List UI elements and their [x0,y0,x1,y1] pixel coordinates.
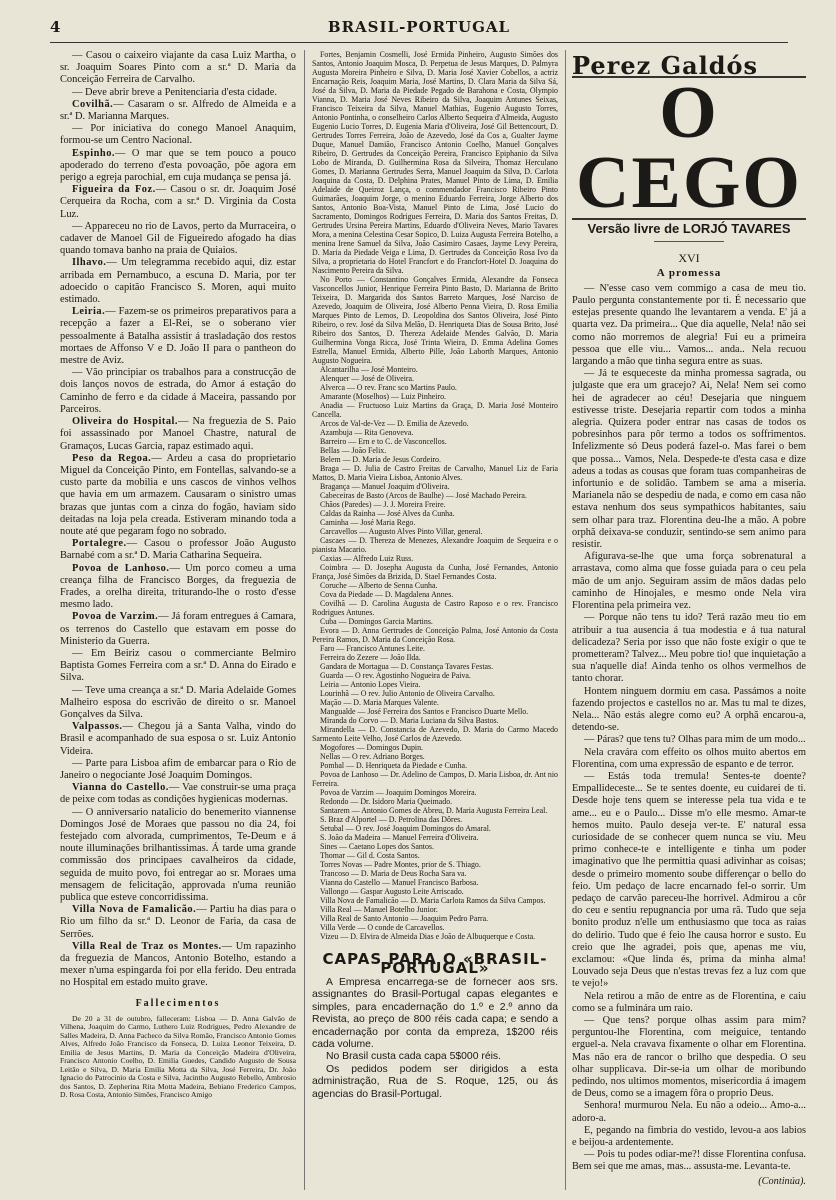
page-number: 4 [50,18,61,36]
obituary-list-item: Bellas — João Felix. [320,446,387,455]
ad-paragraph: A Empresa encarrega-se de fornecer aos srs. assignantes do Brasil-Portugal capas elegantes e simples, para encadernação do 1.º e 2.º anno da Revista, ao preço de 800 réis cada capa; e sendo a encadernação por conta da empreza, 1$200 réis cada volume. [312,977,558,1051]
news-paragraph [60,904,296,941]
news-text: — O mar que se tem pouco a pouco apoderado do terreno d'esta povoação, põe agora em perigo a egreja parochial, em cuja mudança se pensa já. [60,147,296,184]
news-paragraph [60,721,296,758]
news-paragraph: — Casou o caixeiro viajante da casa Luiz Martha, o sr. Joaquim Soares Pinto com a sr.ª D. Maria da Conceição Ferreira de Carvalho. [60,50,296,86]
serial-paragraph: Hontem ninguem dormiu em casa. Passámos a noite fazendo projectos e castellos no ar. Mas tu mal te dizes, Nela... Não estás alegre como eu? A orphã encarou-a, detendo-se. [572,685,806,734]
obituary-list-item: Cuba — Domingos Garcia Martins. [320,617,433,626]
serial-paragraph: E, pegando na fimbria do vestido, levou-a aos labios e beijou-a ardentemente. [572,1124,806,1149]
town-title: Peso da Regoa. [72,452,152,464]
obituary-list-item: Mogofores — Domingos Dupin. [320,743,424,752]
serial-paragraph: Senhora! murmurou Nela. Eu não a odeio... Amo-a... adoro-a. [572,1100,806,1124]
obituary-list-item: Braga — D. Julia de Castro Freitas de Carvalho, Manuel Liz de Faria Mattos, D. Maria Vieira Lisboa, Antonio Alves. [312,464,558,482]
serial-paragraph: — Pois tu podes odiar-me?! disse Florentina confusa. Bem sei que me amas, mas... assusta-me. Levanta-te. [572,1149,806,1173]
serial-title: O CEGO [572,76,806,220]
obituary-list-item: Faro — Francisco Antunes Leite. [320,644,425,653]
obituary-list-item: Chãos (Paredes) — J. J. Moreira Freire. [320,500,446,509]
obituary-list-item: Nellas — O rev. Adriano Borges. [320,752,425,761]
news-paragraph: — Em Beiriz casou o commerciante Belmiro Baptista Gomes Ferreira com a sr.ª D. Anna do Eirado e Silva. [60,647,296,684]
serial-paragraph: — Já te esqueceste da minha promessa sagrada, ou julgaste que era um gracejo? Ai, Nela! Nem sei como hei de agradecer ao céu! Desejaria que ninguem estivesse triste. Desejaria repartir com todos a minha alegria. Quizera poder entrar nas casas de todos os pobresinhos para pôr termo a todos os soffrimentos. Infelizmente só Deus poderá fazel-o. Mas farei o bem que possa... Vamos, Nela. Despede-te d'esta casa e dize adeus a todas as cousas que foram tuas companheiras de infortunio e de solidão. Tambem se ama a miseria. Marianela não se despediu de nada, e como em casa não estava nenhum dos seus sympathicos habitantes, saiu sem olhar para traz. Florentina deu-lhe a mão. A pobre orphã deixava-se conduzir, sentindo-se sem animo para resistir. [572,368,806,551]
news-text: — Um telegramma recebido aqui, diz estar arribada em Pernambuco, a escuna D. Maria, por ter adoecido o capitão Francisco S. Moren, aqui muito estimado. [60,257,296,306]
obituary-list-item: Guarda — O rev. Agostinho Nogueira de Paiva. [320,671,471,680]
serial-author: Perez Galdós [572,51,759,80]
obituary-list-item: Mirandella — D. Constancia de Azevedo, D. Maria do Carmo Macedo Sarmento Leite Velho, José Carlos de Azevedo. [312,725,558,743]
obituary-list-item: Covilhã — D. Carolina Augusta de Castro Raposo e o rev. Francisco Rodrigues Antunes. [312,599,558,617]
serial-paragraph: — Estás toda tremula! Sentes-te doente? Empallideceste... Se te sentes doente, eu cuidarei de ti. Desde hoje tens quem se interesse pela tua vida e te ame... eu e o Paulo... Disse m'o elle mesmo. Amar-te hemos muito. Paulo deseja ver-te. E' natural essa curiosidade de se conhecer quem nunca se viu. Meu primo conhece-te e intelligente e tinha um poder imaginativo que lhe permittia quasi adivinhar as coisas; desde o primeiro momento soube differençar o bello do feio. Um pedaço de lacre encarnado fel-o sorrir. Um pedaço de carvão pareceu-lhe horrivel. Admirou a côr do ceu e sentiu repugnancia por uma rã. Tudo que seja bonito produz n'elle um enthusiasmo que toca as raias do delirio. Tudo que é feio lhe causa horror e susto. Eu creio que lhe agradei, pois que, apenas me viu, exclamou: «Que linda és, prima da minha alma! Louvado seja Deus que n'estas trevas fez a luz com que te vejo!» [572,770,806,990]
serial-paragraph: — Que tens? porque olhas assim para mim? perguntou-lhe Florentina, com meiguice, tentando erguel-a. Nela cravava fixamente o olhar em Florentina. Mas não era de rancor o brilho que despedia. O seu olhar supplicava. Dir-se-ia um olhar de moribundo pedindo, nos ultimos momentos, misericordia á imagem de Deus, como se a imagem fôra o proprio Deus. [572,1015,806,1100]
obituary-list-item: Povoa de Varzim — Joaquim Domingos Moreira. [320,788,477,797]
obituary-list [312,365,558,941]
obituary-list-item: Miranda do Corvo — D. Maria Luciana da Silva Bastos. [320,716,499,725]
serial-paragraph: — Páras? que tens tu? Olhas para mim de um modo... [584,734,806,746]
town-title: Covilhã. [72,98,114,110]
town-title: Povoa de Varzim. [72,611,159,623]
ad-title: CAPAS PARA O «BRASIL-PORTUGAL» [322,950,548,977]
obituary-list-item: S. João da Madeira — Manuel Ferreira d'Oliveira. [320,833,479,842]
news-paragraph: — Appareceu no rio de Lavos, perto da Murraceira, o cadaver de Manoel Gil de Figueiredo afogado ha dias quando tomava banho na praia de Quiaios. [60,220,296,257]
news-text: — Na freguezia de S. Paio foi assassinado por Manoel Chastre, natural de Gramaços, Lucas Garcia, rapaz estimado aqui. [60,416,296,452]
serial-paragraph: Afigurava-se-lhe que uma força sobrenatural a arrastava, como alma que fosse guiada para o ceu pela mão de um anjo. Seguiram assim de mãos dadas pelo caminho de Hinojales, e mesmo onde Nela vira Florentina pela primeira vez. [572,551,806,612]
town-title: Espinho. [72,147,115,159]
news-paragraph: — Parte para Lisboa afim de embarcar para o Rio de Janeiro o negociante José Joaquim Domingos. [60,757,296,781]
news-paragraph [60,148,296,185]
obituary-list-item: Arcos de Val-de-Vez — D. Emilia de Azevedo. [320,419,469,428]
serial-body [572,283,806,1174]
obituary-list-item: Barreiro — Ern e to C. de Vasconcellos. [320,437,447,446]
obituary-list-item: Villa Nova de Famalicão — D. Maria Carlota Ramos da Silva Campos. [320,896,546,905]
town-title: Vianna do Castello. [72,782,169,794]
serial-paragraph: — N'esse caso vem commigo a casa de meu tio. Paulo pergunta constantemente por ti. É necessario que estejas presente quando lhe levantarem a venda. E' já a quarta vez. Da primeira... Que dia aquelle, Nela! não sei como não morremos de alegria! Fui eu a primeira pessoa que elle viu... Vamos... anda.. Nela recuou largando a mão que tinha segura entre as suas. [572,282,806,368]
obituary-list-item: Alenquer — José de Oliveira. [320,374,415,383]
town-title: Valpassos. [72,721,123,733]
town-title: Portalegre. [72,538,127,550]
obituary-list-item: Lourinhã — O rev. Julio Antonio de Oliveira Carvalho. [320,689,495,698]
obituary-list-item: Cabeceiras de Basto (Arcos de Baulhe) — José Machado Pereira. [320,491,527,500]
news-paragraph [60,453,296,538]
obituary-paragraph: No Porto — Constantino Gonçalves Ermida, Alexandre da Fonseca Vasconcellos Junior, Henrique Ferreira Pinto Basto, D. Marianna de Britto Teixeira, D. Margarida dos Santos Barreto Marques, José Narciso de Azevedo, Joaquim de Oliveira, José Alberto Penna Vieira, D. Rosa Emilia Marques Pinto de Lemos, D. Leopoldina dos Santos Oliveira, José Pinto Ribeiro, o rev. José da Silva Melão, D. Henriqueta Dias de Sousa Brito, José Ribeiro dos Santos, D. Thereza Adelaide Mendes Galvão, D. Maria Guilhermina Vonga Ricca, José Trinta Wieira, D. Emma Adelina Gomes Estrella, Manuel Ermida, Alberto Pille, João Laborth Marques, Antonio Augusto Nogueira. [312,275,558,365]
obituary-list-item: Vianna do Castello — Manuel Francisco Barbosa. [320,878,479,887]
news-paragraph [60,782,296,806]
town-title: Oliveira do Hospital. [72,416,179,428]
obituary-paragraph: Fortes, Benjamin Cosmelli, José Ermida Pinheiro, Augusto Simões dos Santos, Antonio Joaquim Mosca, D. Perpetua de Jesus Marques, D. Palmyra Augusta Moreira Pinheiro e Silva, D. Maria José Xavier Cobellos, a actriz Encarnação Reis, Joaquim Maria, José Martins, D. Clara Maria da Silva Sá, José da Silva, D. Maria da Piedade Pegado de Barahona e Costa, Olympio Vianna, D. Maria José Neves Ribeiro da Silva, Joaquim Antunes Seixas, Francisco Teixeira da Silva, Manuel Mathias, Eugenio Augusto Torres, Antonio Pontinha, o conselheiro Carlos Alberto Sequeira d'Almeida, Augusto Eugenio Lucio Torres, D. Eugenia Maria d'Oliveira, José Gil Bettencourt, D. Gertrudes Torres Ferreira, João de Azevedo, José da Cos a, Gualter Jayme Duque, Manuel Damião, Francisco Antonio Coelho, Manuel Gonçalves Ribeiro, D. Gertrudes da Conceição Pereira, Francisco Epiphanio da Silva Lobo de Miranda, D. Guilhermina Rosa da Silveira, Thomaz Herculano Gomes, D. Marianna Gertrudes Serra, Manuel Joaquim da Silva, D. Carlota Joaquina da Costa, D. Delphina Prates, Manuel Pinto de Lima, D. Emilia Adelaide de Queiroz Lança, o commendador Francisco Ribeiro Pinto Guimarães, Joaquim Jorge, o menino Eduardo Ferreira, Jorge Alberto dos Santos, Antonio Boa-Vista, Manuel Pinto de Lima, José Lucio do Sacramento, Domingos Rodrigues Ferreira, D. Maria dos Santos Freitas, D. Gertrudes Ursina Pereira Martins, Eduardo d'Oliveira Neves, Mario Tavares Mora, a menina Celestina Cesar Sopico, D. Luiza Augusta Ferreira Botelho, a menina Irene Samuel da Silva, João Casimiro Casaes, Jayme Levy Pereira, D. Maria da Piedade Veiga e Lima, D. Gertrudes da Conceição Rosa Ivo da Silva, a proprietaria do Hotel Francfort e do Francfort-Hotel D. Joaquina do Nascimento Pereira da Silva. [312,50,558,275]
obituary-list-item: Carcavellos — Augusto Alves Pinto Villar, general. [320,527,483,536]
obituary-list-item: Vizeu — D. Elvira de Almeida Dias e João de Albuquerque e Costa. [320,932,536,941]
news-paragraph: — Por iniciativa do conego Manoel Anaquim, formou-se um Centro Nacional. [60,123,296,147]
news-text: — Casou o sr. dr. Joaquim José Cerqueira da Rocha, com a sr.ª D. Virginia da Costa Luz. [60,184,296,220]
chapter-name: A promessa [656,266,722,279]
obituary-list-item: Ferreira do Zezere — João Ilda. [320,653,421,662]
obituary-list-item: Coimbra — D. Josepha Augusta da Cunha, José Fernandes, Antonio França, José Simões da Brizida, D. Stael Fernandes Costa. [312,563,558,581]
news-text: — Partiu ha dias para o Rio um filho da sr.ª D. Leonor de Faria, da casa de Serrões. [60,904,296,940]
news-text: — Casaram o sr. Alfredo de Almeida e a sr.ª D. Marianna Marques. [60,98,296,123]
town-title: Figueira da Foz. [72,184,156,196]
news-paragraph [60,416,296,453]
news-paragraph [60,257,296,306]
obituary-list-item: Vallongo — Gaspar Augusto Leite Arriscado. [320,887,464,896]
column-news [60,50,296,1188]
town-title: Villa Real de Traz os Montes. [72,940,222,952]
obituaries-text: De 20 a 31 de outubro, falleceram: Lisboa — D. Anna Galvão de Vilhena, Joaquim do Carmo, Luthero Luiz Rodrigues, Pedro Alexandre de Salles Madeira, D. Anna Pacheco da Silva Romão, Francisco Antonio Gomes Alves, Alfredo João Francisco da Fonseca, D. Luiza Leonor Teixeira, D. Emilia de Jesus Martins, D. Maria da Conceição Madeira d'Oliveira, Francisco Antonio Coelho, D. Emilia Guedes, Candido Augusto de Sousa Leitão e Silva, D. Maria Emilia Motta da Silva, José Ferreira, Dr. João Ignacio do Patrocinio da Costa e Silva, Jacintho Augusto Rebello, Ambrosio dos Santos, D. Zepherina Rita Motta Madeira, Bebiano Frederico Campos, D. Rosa Costa, Antonio Simões, Francisco Amigo [60,1013,296,1100]
column-obituaries [312,50,558,1188]
obituary-list-item: Villa Real — Manuel Botelho Junior. [320,905,438,914]
news-paragraph: — Teve uma creança a sr.ª D. Maria Adelaide Gomes Malheiro esposa do escrivão de direito o sr. Manoel Gonçalves da Silva. [60,684,296,720]
news-text: — Chegou já a Santa Valha, vindo do Brasil e acompanhado de sua esposa o sr. Luiz Antonio Videira. [60,721,296,757]
obituary-list-item: Caxias — Alfredo Luiz Russ. [320,554,414,563]
obituary-list-item: Bragança — Manuel Joaquim d'Oliveira. [320,482,450,491]
obituary-list-item: S. Braz d'Alportel — D. Petrolina das Dôres. [320,815,463,824]
obituary-list-item: Thomar — Gil d. Costa Santos. [320,851,420,860]
obituary-list-item: Sines — Caetano Lopes dos Santos. [320,842,434,851]
obituary-list-item: Cascaes — D. Thereza de Menezes, Alexandre Joaquim de Sequeira e o pianista Macario. [312,536,558,554]
news-paragraph: — Deve abrir breve a Penitenciaria d'esta cidade. [72,86,277,98]
obituary-list-item: Trancoso — D. Maria de Deus Rocha Sara va. [320,869,467,878]
ad-paragraph: Os pedidos podem ser dirigidos a esta administração, Rua de S. Roque, 125, ou ás agencias do Brasil-Portugal. [312,1063,558,1100]
news-paragraph [60,941,296,990]
news-paragraph [60,563,296,612]
town-title: Villa Nova de Famalicão. [72,904,197,916]
running-title: BRASIL-PORTUGAL [327,18,511,36]
continued-note: (Continúa). [758,1175,806,1187]
serial-paragraph: Nela cravára com effeito os olhos muito abertos em Florentina, com uma expressão de espanto e de terror. [572,746,806,770]
obituary-list-item: Amarante (Moselhos) — Luiz Pinheiro. [320,392,447,401]
obituary-list-item: Torres Novas — Padre Montes, prior de S. Thiago. [320,860,481,869]
obituary-list-item: Caldas da Rainha — José Alves da Cunha. [320,509,455,518]
news-paragraph [60,306,296,367]
obituaries-heading: Fallecimentos [135,997,221,1009]
column-divider-1 [304,50,305,1190]
obituary-list-item: Alverca — O rev. Franc sco Martins Paulo. [320,383,457,392]
obituary-list-item: Caminha — José Maria Rego. [320,518,416,527]
divider [654,241,724,242]
news-paragraph [60,99,296,123]
news-text: — Ardeu a casa do proprietario Miguel da Conceição Pinto, em Fontellas, salvando-se a custo parte da mobilia e uns cascos de vinhos velhos que havia em um armazem. Causaram o sinistro umas brazas que juntas com a cinza do fogão, haviam sido deitadas na loja pela creada. Estiveram minando toda a noute até que pegaram fogo no sobrado. [60,452,296,537]
news-text: — Casou o professor João Augusto Barnabé com a sr.ª D. Maria Catharina Sequeira. [60,538,296,562]
obituary-list-item: Alcantarilha — José Monteiro. [320,365,418,374]
town-title: Leiria. [72,306,106,318]
header-rule [50,42,788,43]
obituary-list-item: Evora — D. Anna Gertrudes de Conceição Palma, José Antonio da Costa Pereira Ramos, D. Maria da Conceição Rosa. [312,626,558,644]
obituary-list-item: Gandara de Mortagua — D. Constança Tavares Festas. [320,662,494,671]
serial-paragraph: Nela retirou a mão de entre as de Florentina, e caiu como se a fulminára um raio. [572,990,806,1014]
news-paragraph [60,538,296,562]
news-text: — Vae construir-se uma praça de peixe com todas as condições hygienicas modernas. [60,782,296,806]
obituary-list-item: Povoa de Lanhoso — Dr. Adelino de Campos, D. Maria Lisboa, dr. Ant nio Ferreira. [312,770,558,788]
chapter-number: XVI [678,251,700,266]
town-title: Povoa de Lanhoso. [72,562,170,574]
news-paragraph: — Vão principiar os trabalhos para a construcção de dois lanços novos de estrada, do Amor á estação do Caminho de ferro e da cidade á Maceira, passando por Parceiros. [60,367,296,415]
obituary-list-item: Anadia — Fructuoso Luiz Martins da Graça, D. Maria José Monteiro Cancella. [312,401,558,419]
ad-block [312,977,558,1101]
obituary-list-item: Redondo — Dr. Isidoro Maria Queimado. [320,797,453,806]
town-title: Ilhavo. [72,257,107,269]
obituary-list-item: Mangualde — José Ferreira dos Santos e Francisco Duarte Mello. [320,707,529,716]
obituary-list-item: Leiria — Antonio Lopes Vieira. [320,680,421,689]
obituary-list-item: Azambuja — Rita Genoveva. [320,428,414,437]
column-divider-2 [565,50,566,1190]
news-text: — Um porco comeu a uma creança filha de Francisco Borges, da freguezia de Frades, a orelha direita, triturando-lhe o rosto d'esse mesmo lado. [60,562,296,611]
obituary-list-item: Mação — D. Maria Marques Valente. [320,698,439,707]
news-paragraph [60,184,296,221]
news-text: — Fazem-se os primeiros preparativos para a recepção a fazer a El-Rei, se o soberano vier pessoalmente á Batalha assistir á trasladação dos restos mortaes de Affonso V e D. João II para o pantheon do mestre de Aviz. [60,306,296,367]
news-text: — Já foram entregues á Camara, os terrenos do Castello que estavam em posse do Ministerio da Guerra. [60,611,296,647]
column-serial [572,50,806,1188]
obituary-list-item: Coruche — Alberto de Senna Cunha. [320,581,438,590]
news-text: — Um rapazinho da freguezia de Mancos, Antonio Botelho, estando a mexer n'uma espingarda foi por ella ferido. Deu entrada no Hospital em estado muito grave. [60,940,296,989]
page-header [50,18,788,40]
ad-paragraph: No Brasil custa cada capa 5$000 réis. [326,1051,502,1063]
obituary-list-item: Cova da Piedade — D. Magdalena Annes. [320,590,454,599]
obituary-list-item: Villa Real de Santo Antonio — Joaquim Pedro Parra. [320,914,489,923]
obituary-list-item: Santarem — Antonio Gomes de Abreu, D. Maria Augusta Ferreira Leal. [320,806,548,815]
obituary-list-item: Pombal — D. Henriqueta da Piedade e Cunha. [320,761,468,770]
obituary-list-item: Belem — D. Maria de Jesus Cordeiro. [320,455,441,464]
serial-paragraph: — Porque não tens tu ido? Terá razão meu tio em atribuir a tua ausencia á tua modestia e á tua natural delicadeza? Seria por isso que não foste exigir o que te prometteram? Talvez... Meu pobre tio! que inquietação a sua n'aquelle dia! Ainda tenho os olhos vermelhos de tanto chorar. [572,612,806,685]
serial-subtitle: Versão livre de LORJÓ TAVARES [587,221,791,237]
news-paragraph [60,611,296,648]
obituary-list-item: Setubal — O rev. José Joaquim Domingos do Amaral. [320,824,491,833]
news-paragraph: — O anniversario natalicio do benemerito viannense Domingos José de Moraes que passou no dia 24, foi festejado com alvorada, cumprimentos, Te-Deum e á noute illuminações brilhantissimas. Á tarde uma grande commissão dos principaes cavalheiros da cidade, seguida de muito povo, foi entregar ao sr. Moraes uma mensagem de felicitação, approvada n'uma reunião publica que esteve concorridissima. [60,806,296,904]
obituary-list-item: Villa Verde — O conde de Carcavellos. [320,923,445,932]
